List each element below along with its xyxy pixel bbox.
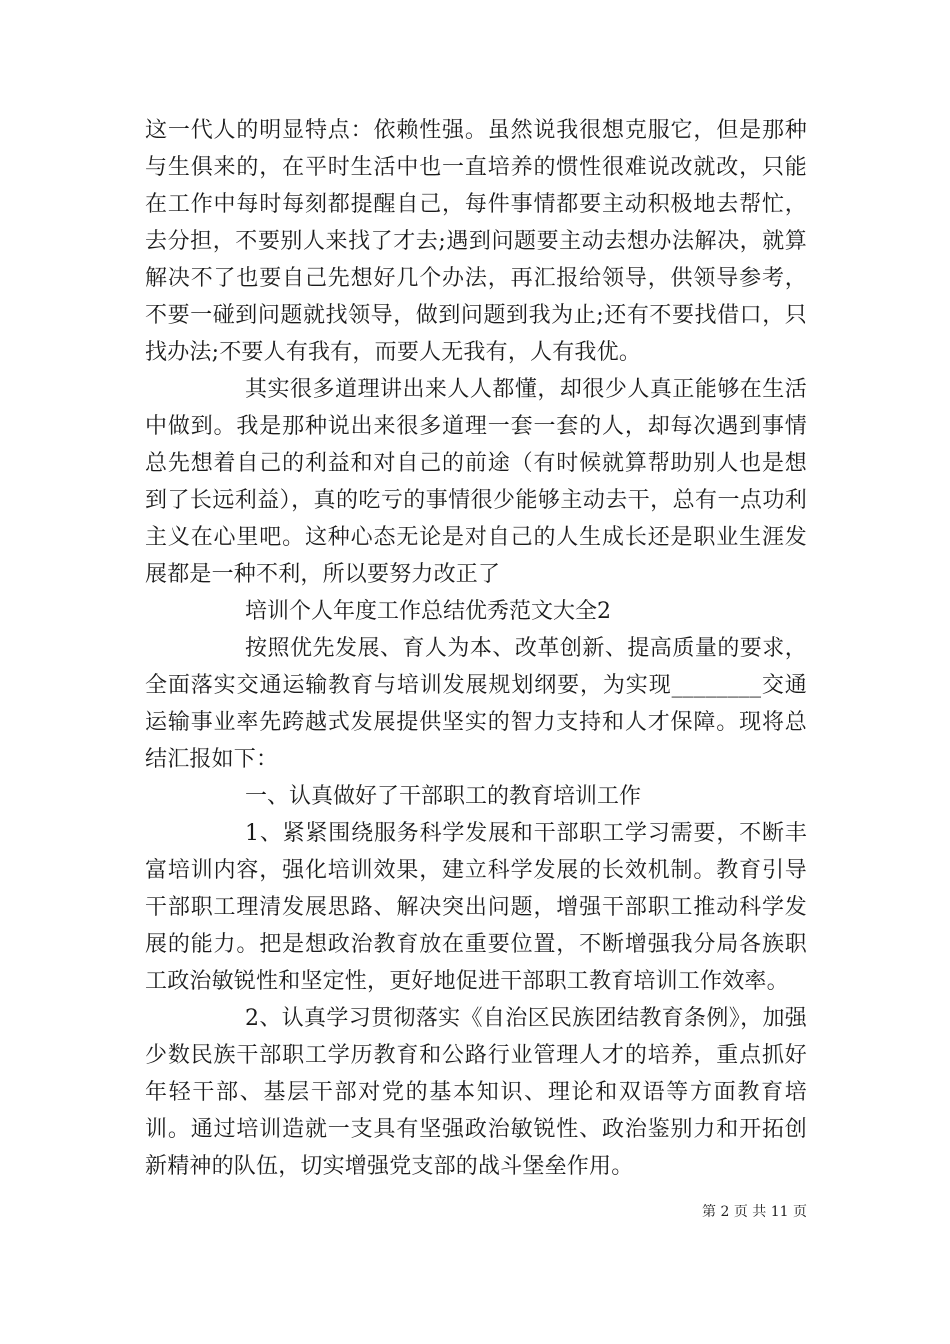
page-number-footer: 第 2 页 共 11 页 — [702, 1204, 807, 1220]
paragraph-reflection: 其实很多道理讲出来人人都懂，却很少人真正能够在生活中做到。我是那种说出来很多道理一套一套的人，却每次遇到事情总先想着自己的利益和对自己的前途（有时候就算帮助别人也是想到了长远利益），真的吃亏的事情很少能够主动去干，总有一点功利主义在心里吧。这种心态无论是对自己的人生成长还是职业生涯发展都是一种不利，所以要努力改正了 — [145, 377, 807, 587]
document-body — [145, 112, 807, 1185]
section-title: 培训个人年度工作总结优秀范文大全2 — [245, 599, 611, 624]
paragraph-intro: 按照优先发展、育人为本、改革创新、提高质量的要求，全面落实交通运输教育与培训发展规划纲要，为实现________交通运输事业率先跨越式发展提供坚实的智力支持和人才保障。现将总结汇报如下： — [145, 636, 807, 772]
paragraph-item-one: 1、紧紧围绕服务科学发展和干部职工学习需要，不断丰富培训内容，强化培训效果，建立科学发展的长效机制。教育引导干部职工理清发展思路、解决突出问题，增强干部职工推动科学发展的能力。把是想政治教育放在重要位置，不断增强我分局各族职工政治敏锐性和坚定性，更好地促进干部职工教育培训工作效率。 — [145, 821, 807, 994]
paragraph-continued: 这一代人的明显特点：依赖性强。虽然说我很想克服它，但是那种与生俱来的，在平时生活中也一直培养的惯性很难说改就改，只能在工作中每时每刻都提醒自己，每件事情都要主动积极地去帮忙，去分担，不要别人来找了才去;遇到问题要主动去想办法解决，就算解决不了也要自己先想好几个办法，再汇报给领导，供领导参考，不要一碰到问题就找领导，做到问题到我为止;还有不要找借口，只找办法;不要人有我有，而要人无我有，人有我优。 — [145, 118, 807, 365]
subsection-heading-one: 一、认真做好了干部职工的教育培训工作 — [245, 784, 642, 809]
paragraph-item-two: 2、认真学习贯彻落实《自治区民族团结教育条例》，加强少数民族干部职工学历教育和公路行业管理人才的培养，重点抓好年轻干部、基层干部对党的基本知识、理论和双语等方面教育培训。通过培训造就一支具有坚强政治敏锐性、政治鉴别力和开拓创新精神的队伍，切实增强党支部的战斗堡垒作用。 — [145, 1006, 807, 1179]
